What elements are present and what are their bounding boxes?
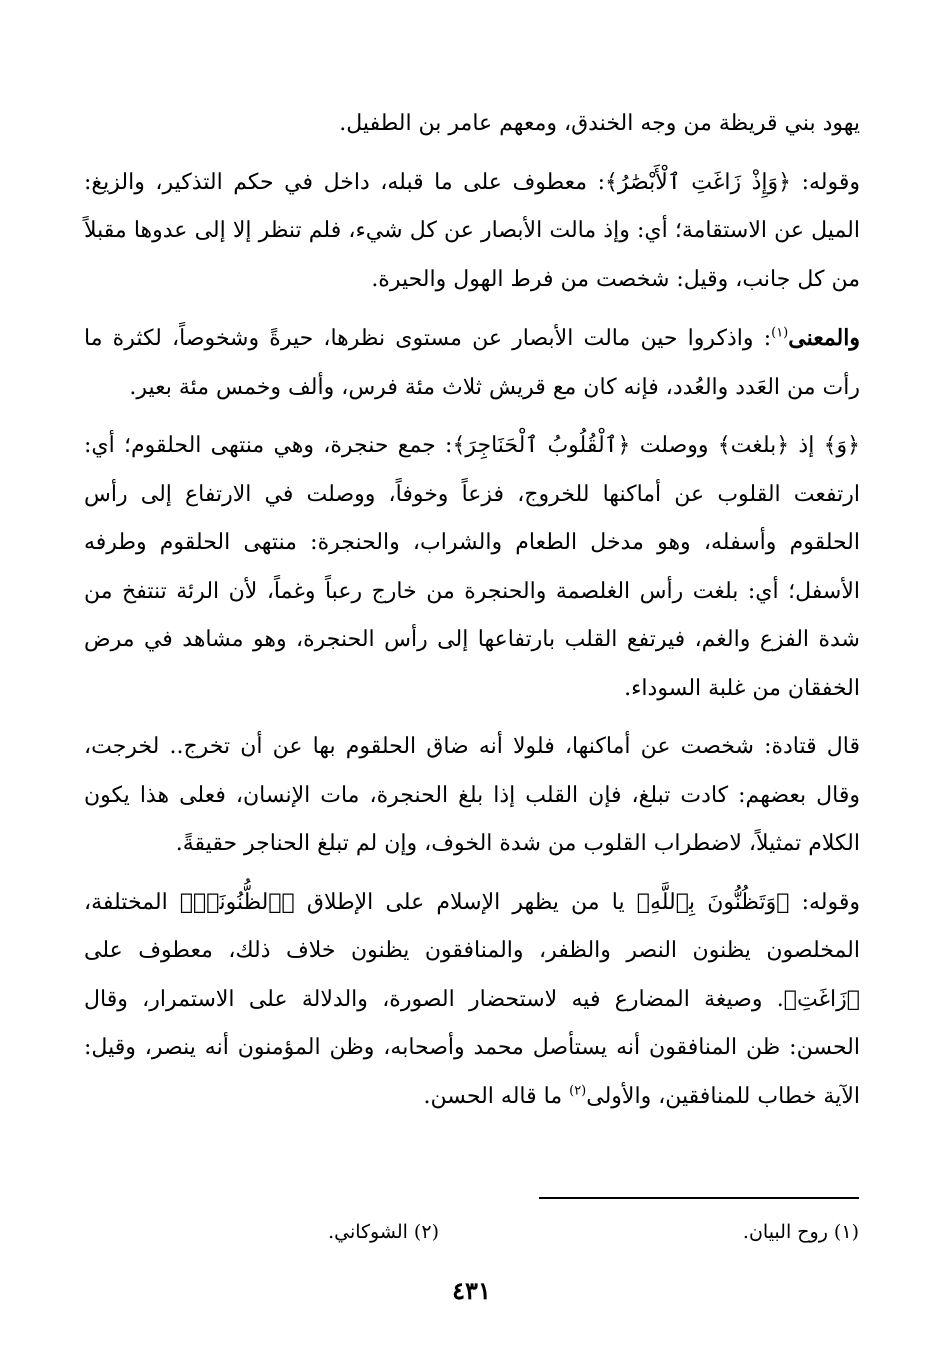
paragraph-3-lead: والمعنى — [788, 325, 860, 351]
paragraph-5: قال قتادة: شخصت عن أماكنها، فلولا أنه ضاق الحلقوم بها عن أن تخرج.. لخرجت، وقال بعضهم: كادت تبلغ، فإن القلب إذا بلغ الحنجرة، مات الإنسان، فعلى هذا يكون الكلام تمثيلاً، لاضطراب القلوب من شدة الخوف، وإن لم تبلغ الحناجر حقيقةً. — [84, 734, 860, 856]
main-text — [84, 100, 860, 1131]
footnote-2: (٢) الشوكاني. — [328, 1221, 439, 1243]
footnote-ref-1: (١) — [771, 325, 789, 341]
paragraph-6-tail: ما قاله الحسن. — [423, 1083, 570, 1109]
footnote-ref-2: (٢) — [569, 1083, 587, 1099]
page-number: ٤٣١ — [452, 1276, 491, 1305]
paragraph-6 — [84, 879, 860, 1122]
footnote-divider — [539, 1197, 859, 1199]
paragraph-4: ﴿وَ﴾ إذ ﴿بلغت﴾ ووصلت ﴿ٱلْقُلُوبُ ٱلْحَنَاجِرَ﴾: جمع حنجرة، وهي منتهى الحلقوم؛ أي: ارتفعت القلوب عن أماكنها للخروج، فزعاً وخوفاً، ووصلت في الارتفاع إلى رأس الحلقوم وأسفله، وهو مدخل الطعام والشراب، والحنجرة: منتهى الحلقوم وطرفه الأسفل؛ أي: بلغت رأس الغلصمة والحنجرة من خارج رعباً وغماً، لأن الرئة تنتفخ من شدة الفزع والغم، فيرتفع القلب بارتفاعها إلى رأس الحنجرة، وهو مشاهد في مرض الخفقان من غلبة السوداء. — [84, 433, 860, 701]
paragraph-2: وقوله: ﴿وَإِذْ زَاغَتِ ٱلْأَبْصَٰرُ﴾: معطوف على ما قبله، داخل في حكم التذكير، والزيغ: الميل عن الاستقامة؛ أي: وإذ مالت الأبصار عن كل شيء، فلم تنظر إلا إلى عدوها مقبلاً من كل جانب، وقيل: شخصت من فرط الهول والحيرة. — [84, 169, 860, 292]
paragraph-6-body: وقوله: ﴿وَتَظُنُّونَ بِٱللَّهِ﴾ يا من يظهر الإسلام على الإطلاق ﴿ٱلظُّنُونَا۠﴾ المختلفة، المخلصون يظنون النصر والظفر، والمنافقون يظنون خلاف ذلك، معطوف على ﴿زَاغَتِ﴾. وصيغة المضارع فيه لاستحضار الصورة، والدلالة على الاستمرار، وقال الحسن: ظن المنافقون أنه يستأصل محمد وأصحابه، وظن المؤمنون أنه ينصر، وقيل: الآية خطاب للمنافقين، والأولى — [84, 889, 860, 1109]
paragraph-3-body: : واذكروا حين مالت الأبصار عن مستوى نظرها، حيرةً وشخوصاً، لكثرة ما رأت من العَدد والعُدد، فإنه كان مع قريش ثلاث مئة فرس، وألف وخمس مئة بعير. — [84, 326, 860, 400]
footnote-1: (١) روح البيان. — [742, 1221, 859, 1243]
paragraph-3 — [84, 314, 860, 412]
paragraph-1: يهود بني قريظة من وجه الخندق، ومعهم عامر بن الطفيل. — [339, 111, 860, 136]
